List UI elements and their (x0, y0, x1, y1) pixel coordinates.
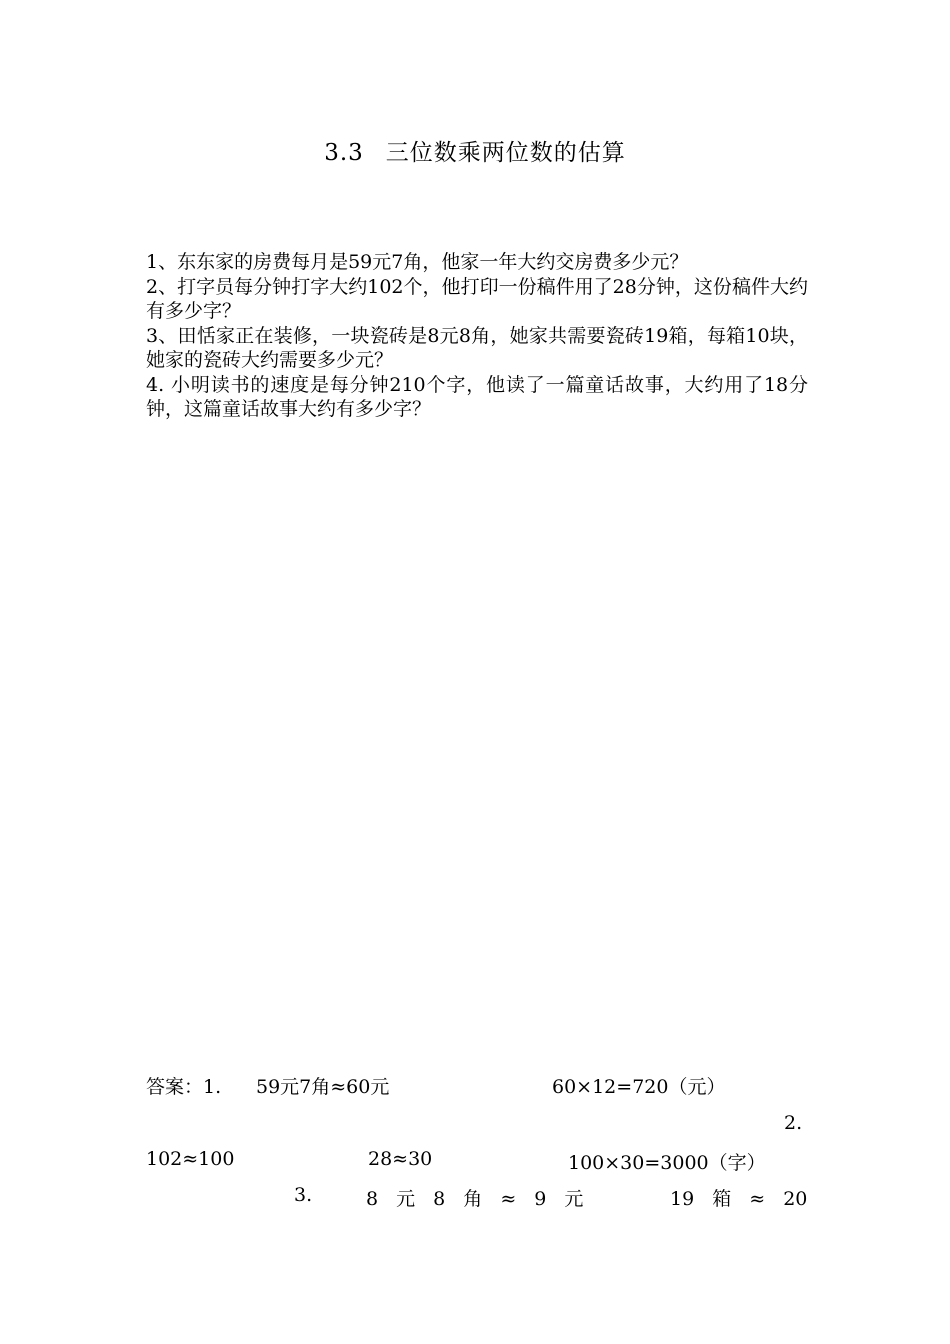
answer-3-step-1: 8 元 8 角 ≈ 9 元 (366, 1188, 584, 1210)
title-text: 三位数乘两位数的估算 (385, 140, 626, 166)
answer-label: 答案：1. (146, 1076, 222, 1098)
answer-3-step-2: 19 箱 ≈ 20 (670, 1188, 808, 1210)
question-3: 3、田恬家正在装修，一块瓷砖是8元8角，她家共需要瓷砖19箱，每箱10块，她家的瓷砖大约需要多少元？ (146, 324, 808, 371)
answer-2-number: 2. (784, 1112, 803, 1134)
answer-2-step-3: 100×30=3000（字） (568, 1152, 766, 1174)
answer-3-number: 3. (294, 1184, 313, 1206)
answer-1-step-1: 59元7角≈60元 (256, 1076, 390, 1098)
page-title (0, 134, 950, 167)
question-1: 1、东东家的房费每月是59元7角，他家一年大约交房费多少元？ (146, 251, 689, 273)
question-2: 2、打字员每分钟打字大约102个，他打印一份稿件用了28分钟，这份稿件大约有多少字？ (146, 275, 808, 322)
title-number: 3.3 (324, 140, 364, 166)
question-list (146, 250, 808, 422)
answer-2-step-1: 102≈100 (146, 1148, 235, 1170)
answer-2-step-2: 28≈30 (368, 1148, 433, 1170)
answer-1-step-2: 60×12=720（元） (552, 1076, 726, 1098)
question-4: 4. 小明读书的速度是每分钟210个字，他读了一篇童话故事，大约用了18分钟，这篇童话故事大约有多少字？ (146, 373, 808, 420)
